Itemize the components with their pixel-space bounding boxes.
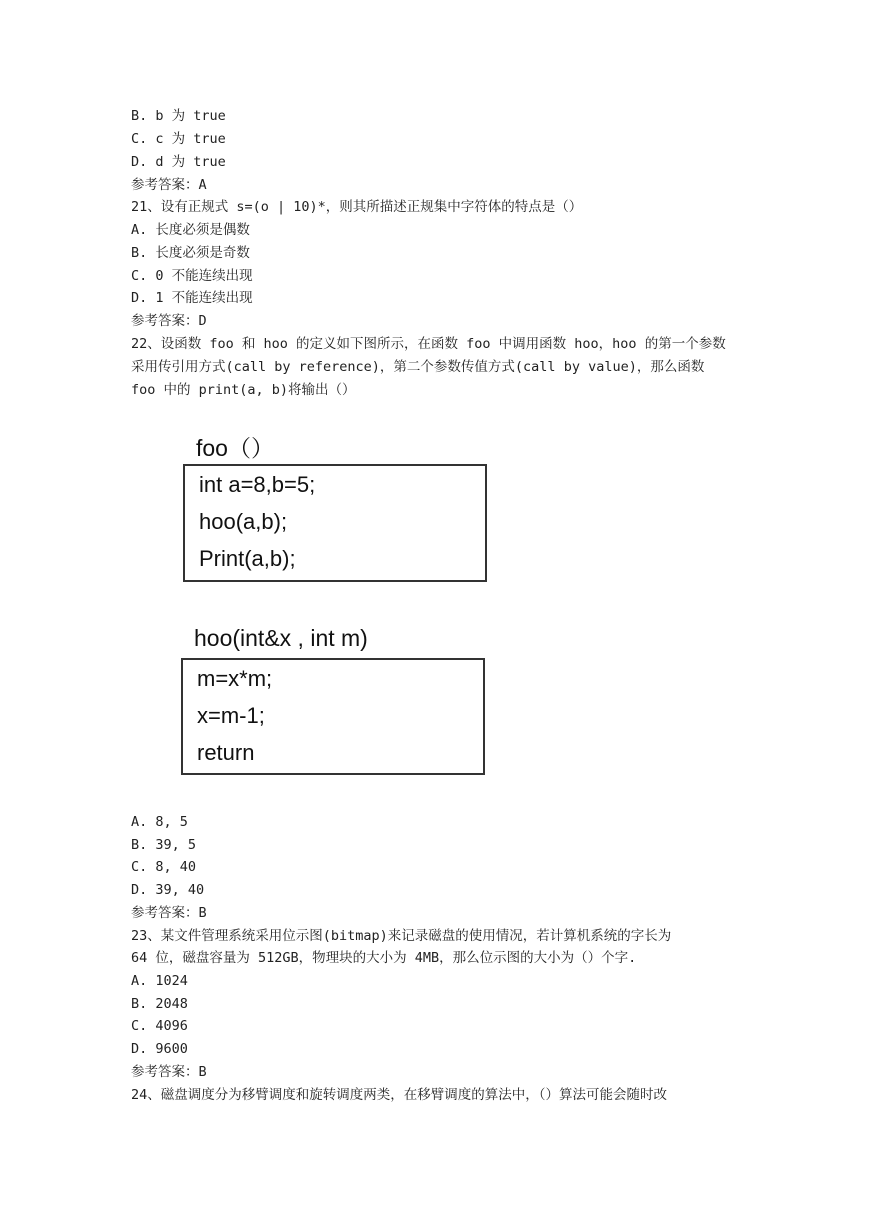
hoo-code-box (181, 658, 485, 775)
foo-code-box (183, 464, 487, 582)
q20-option-c: C. c 为 true (131, 131, 226, 147)
q23-answer: 参考答案：B (131, 1064, 207, 1080)
q20-answer: 参考答案：A (131, 177, 207, 193)
q22-question-line-3: foo 中的 print(a, b)将输出（） (131, 382, 356, 398)
q23-option-a: A. 1024 (131, 973, 188, 989)
foo-figure-title: foo（） (196, 435, 274, 461)
q22-option-a: A. 8, 5 (131, 814, 188, 830)
q24-question-line-1: 24、磁盘调度分为移臂调度和旋转调度两类，在移臂调度的算法中，（）算法可能会随时改 (131, 1087, 668, 1103)
q23-option-c: C. 4096 (131, 1018, 188, 1034)
q23-question-line-1: 23、某文件管理系统采用位示图(bitmap)来记录磁盘的使用情况，若计算机系统的字长为 (131, 928, 672, 944)
hoo-code-line: m=x*m; (197, 666, 273, 691)
foo-code-line: int a=8,b=5; (199, 472, 316, 497)
foo-code-line: Print(a,b); (199, 546, 296, 571)
q22-question-line-2: 采用传引用方式(call by reference)，第二个参数传值方式(call by value)，那么函数 (131, 359, 705, 375)
foo-code-line: hoo(a,b); (199, 509, 288, 534)
q21-option-b: B. 长度必须是奇数 (131, 245, 250, 261)
q20-option-b: B. b 为 true (131, 108, 226, 124)
q21-question: 21、设有正规式 s=(o | 10)*，则其所描述正规集中字符体的特点是（） (131, 199, 583, 215)
hoo-code-line: x=m-1; (197, 703, 265, 728)
q23-option-d: D. 9600 (131, 1041, 188, 1057)
q22-option-c: C. 8, 40 (131, 859, 197, 875)
q21-option-a: A. 长度必须是偶数 (131, 222, 250, 238)
hoo-figure-title: hoo(int&x , int m) (194, 625, 368, 651)
q23-option-b: B. 2048 (131, 996, 188, 1012)
q21-option-c: C. 0 不能连续出现 (131, 268, 253, 284)
hoo-code-line: return (197, 740, 255, 765)
q22-answer: 参考答案：B (131, 905, 207, 921)
q20-option-d: D. d 为 true (131, 154, 226, 170)
q21-option-d: D. 1 不能连续出现 (131, 290, 253, 306)
q22-option-d: D. 39, 40 (131, 882, 205, 898)
q23-question-line-2: 64 位，磁盘容量为 512GB，物理块的大小为 4MB，那么位示图的大小为（）个字. (131, 950, 637, 966)
q22-question-line-1: 22、设函数 foo 和 hoo 的定义如下图所示，在函数 foo 中调用函数 hoo，hoo 的第一个参数 (131, 336, 726, 352)
q22-option-b: B. 39, 5 (131, 837, 197, 853)
q21-answer: 参考答案：D (131, 313, 207, 329)
